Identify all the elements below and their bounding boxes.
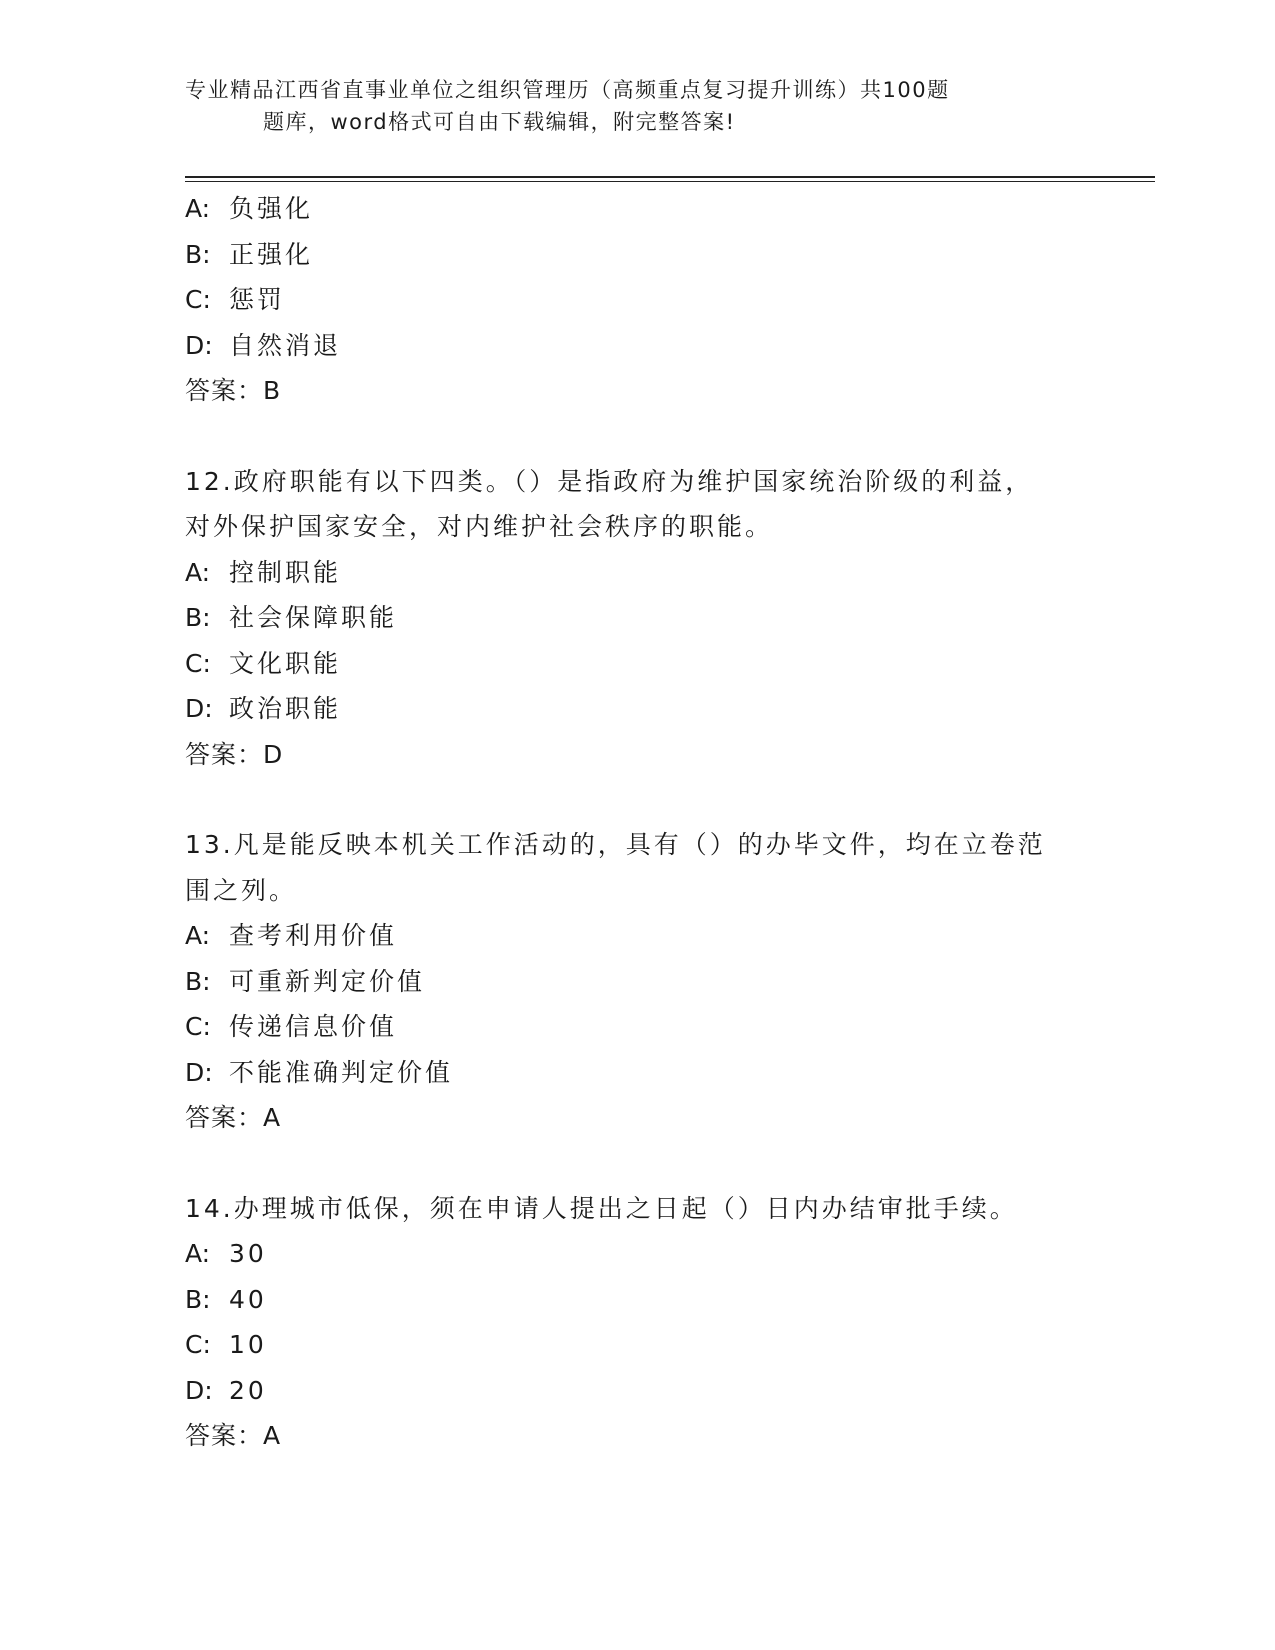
option-text: 不能准确判定价值 [229,1057,454,1087]
option-label: A: [185,1239,211,1268]
option-c [185,641,1085,687]
option-a [185,550,1085,596]
option-text: 正强化 [229,239,314,269]
option-label: A: [185,194,211,223]
header-title-line-1: 专业精品江西省直事业单位之组织管理历（高频重点复习提升训练）共100题 [185,78,950,102]
option-text: 控制职能 [229,557,342,587]
option-label: C: [185,1012,211,1041]
option-text: 查考利用价值 [229,921,398,950]
answer-line: 答案：B [185,376,282,405]
header-divider-thick [185,176,1155,178]
question-stem-line-2: 围之列。 [185,875,298,905]
option-a [185,1231,1085,1277]
document-header [185,74,1045,138]
option-b [185,595,1085,641]
option-label: C: [185,648,211,678]
header-title-line-2: 题库，word格式可自由下载编辑，附完整答案! [263,110,736,134]
header-divider-thin [185,181,1155,182]
option-d [185,1050,1085,1096]
option-a [185,913,1085,959]
option-label: D: [185,1057,213,1087]
option-label: A: [185,557,211,587]
option-label: B: [185,239,211,269]
option-text: 自然消退 [229,330,342,360]
question-stem-line-1: 14.办理城市低保，须在申请人提出之日起（）日内办结审批手续。 [185,1193,1018,1223]
option-label: C: [185,285,211,314]
option-text: 30 [229,1239,267,1268]
option-label: D: [185,694,213,723]
option-text: 社会保障职能 [229,603,398,632]
option-d [185,1368,1085,1414]
option-label: B: [185,966,211,996]
answer-line: 答案：A [185,1421,282,1450]
question-stem-line-1: 12.政府职能有以下四类。（）是指政府为维护国家统治阶级的利益， [185,466,1034,496]
option-text: 政治职能 [229,694,342,723]
option-text: 惩罚 [229,285,286,314]
question-stem-line-1: 13.凡是能反映本机关工作活动的，具有（）的办毕文件，均在立卷范 [185,830,1046,859]
option-c [185,1004,1085,1050]
option-text: 传递信息价值 [229,1012,398,1041]
option-label: C: [185,1330,211,1359]
option-d [185,323,1085,369]
option-b [185,959,1085,1005]
option-text: 20 [229,1375,267,1405]
option-b [185,1277,1085,1323]
question-14 [185,1186,1085,1459]
option-text: 10 [229,1330,267,1359]
option-a [185,186,1085,232]
question-stem [185,459,1085,550]
option-text: 文化职能 [229,648,342,678]
option-text: 可重新判定价值 [229,966,426,996]
question-stem [185,1186,1085,1232]
answer-line: 答案：A [185,1103,282,1132]
option-text: 负强化 [229,194,314,223]
question-stem [185,822,1085,913]
option-text: 40 [229,1284,267,1314]
question-13 [185,822,1085,1141]
option-d [185,686,1085,732]
question-12 [185,459,1085,778]
option-c [185,1322,1085,1368]
question-11-continued [185,186,1085,414]
option-b [185,232,1085,278]
option-label: D: [185,1375,213,1405]
option-label: B: [185,603,211,632]
question-stem-line-2: 对外保护国家安全，对内维护社会秩序的职能。 [185,512,774,541]
question-list [185,186,1085,1459]
option-label: D: [185,330,213,360]
answer-line: 答案：D [185,739,284,769]
option-c [185,277,1085,323]
option-label: A: [185,921,211,950]
option-label: B: [185,1284,211,1314]
